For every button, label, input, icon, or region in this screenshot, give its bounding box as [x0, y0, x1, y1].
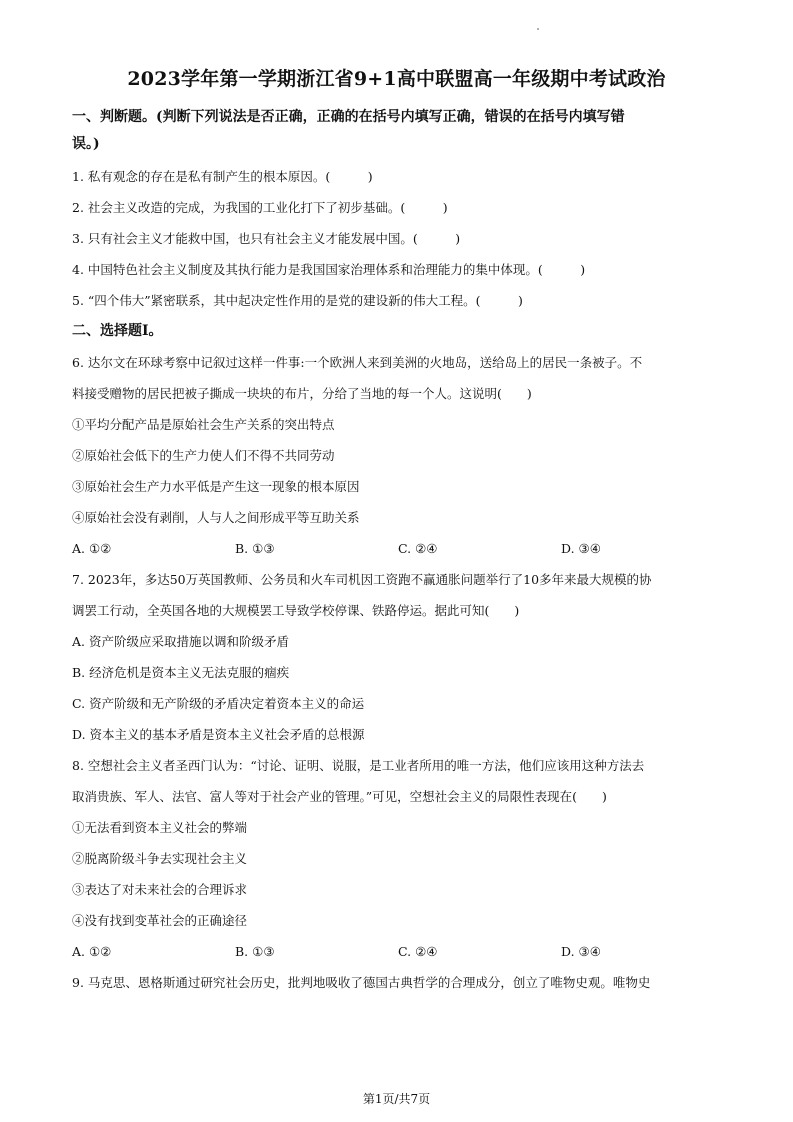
- judgment-item-1: 1. 私有观念的存在是私有制产生的根本原因。( ): [72, 169, 373, 184]
- q6-option-4: ④原始社会没有剥削，人与人之间形成平等互助关系: [72, 510, 360, 525]
- q6-choice-d: D. ③④: [561, 541, 601, 556]
- exam-content: [72, 104, 724, 998]
- judgment-item-4: 4. 中国特色社会主义制度及其执行能力是我国国家治理体系和治理能力的集中体现。( ): [72, 262, 586, 277]
- q7-choice-c: C. 资产阶级和无产阶级的矛盾决定着资本主义的命运: [72, 696, 365, 711]
- judgment-item-3: 3. 只有社会主义才能救中国，也只有社会主义才能发展中国。( ): [72, 231, 461, 246]
- section2-heading: 二、选择题Ⅰ。: [72, 323, 163, 339]
- q8-option-3: ③表达了对未来社会的合理诉求: [72, 882, 248, 897]
- q6-stem-line2: 料接受赠物的居民把被子撕成一块块的布片，分给了当地的每一个人。这说明( ): [72, 386, 532, 401]
- scan-dot: [537, 28, 539, 30]
- q8-choices: [72, 936, 724, 967]
- q6-choice-a: A. ①②: [72, 541, 112, 556]
- section1-heading-line2: 误。): [72, 136, 100, 152]
- page-number: 第1页/共7页: [362, 1092, 431, 1106]
- q7-stem-line2: 调罢工行动，全英国各地的大规模罢工导致学校停课、铁路停运。据此可知( ): [72, 603, 520, 618]
- q8-choice-b: B. ①③: [235, 944, 275, 959]
- q8-stem-line1: 8. 空想社会主义者圣西门认为：“讨论、证明、说服，是工业者所用的唯一方法，他们应该用这种方法去: [72, 758, 645, 773]
- q9-stem-line1: 9. 马克思、恩格斯通过研究社会历史，批判地吸收了德国古典哲学的合理成分，创立了唯物史观。唯物史: [72, 975, 651, 990]
- q6-choice-c: C. ②④: [398, 541, 438, 556]
- q8-choice-a: A. ①②: [72, 944, 112, 959]
- q8-choice-d: D. ③④: [561, 944, 601, 959]
- exam-title: 2023学年第一学期浙江省9+1高中联盟高一年级期中考试政治: [127, 68, 666, 90]
- q6-option-1: ①平均分配产品是原始社会生产关系的突出特点: [72, 417, 335, 432]
- q7-choice-d: D. 资本主义的基本矛盾是资本主义社会矛盾的总根源: [72, 727, 365, 742]
- q7-stem-line1: 7. 2023年，多达50万英国教师、公务员和火车司机因工资跑不赢通胀问题举行了10多年来最大规模的协: [72, 572, 652, 587]
- q8-choice-c: C. ②④: [398, 944, 438, 959]
- q6-stem-line1: 6. 达尔文在环球考察中记叙过这样一件事:一个欧洲人来到美洲的火地岛，送给岛上的居民一条被子。不: [72, 355, 643, 370]
- section1-heading-line1: 一、判断题。(判断下列说法是否正确，正确的在括号内填写正确，错误的在括号内填写错: [72, 109, 625, 125]
- q6-choice-b: B. ①③: [235, 541, 275, 556]
- q7-choice-a: A. 资产阶级应采取措施以调和阶级矛盾: [72, 634, 289, 649]
- q8-option-1: ①无法看到资本主义社会的弊端: [72, 820, 248, 835]
- q7-choice-b: B. 经济危机是资本主义无法克服的痼疾: [72, 665, 290, 680]
- q6-choices: [72, 533, 724, 564]
- judgment-item-5: 5. “四个伟大”紧密联系，其中起决定性作用的是党的建设新的伟大工程。( ): [72, 293, 523, 308]
- q6-option-2: ②原始社会低下的生产力使人们不得不共同劳动: [72, 448, 335, 463]
- q8-option-4: ④没有找到变革社会的正确途径: [72, 913, 248, 928]
- q8-stem-line2: 取消贵族、军人、法官、富人等对于社会产业的管理。”可见，空想社会主义的局限性表现在( ): [72, 789, 607, 804]
- q6-option-3: ③原始社会生产力水平低是产生这一现象的根本原因: [72, 479, 360, 494]
- judgment-item-2: 2. 社会主义改造的完成，为我国的工业化打下了初步基础。( ): [72, 200, 448, 215]
- q8-option-2: ②脱离阶级斗争去实现社会主义: [72, 851, 248, 866]
